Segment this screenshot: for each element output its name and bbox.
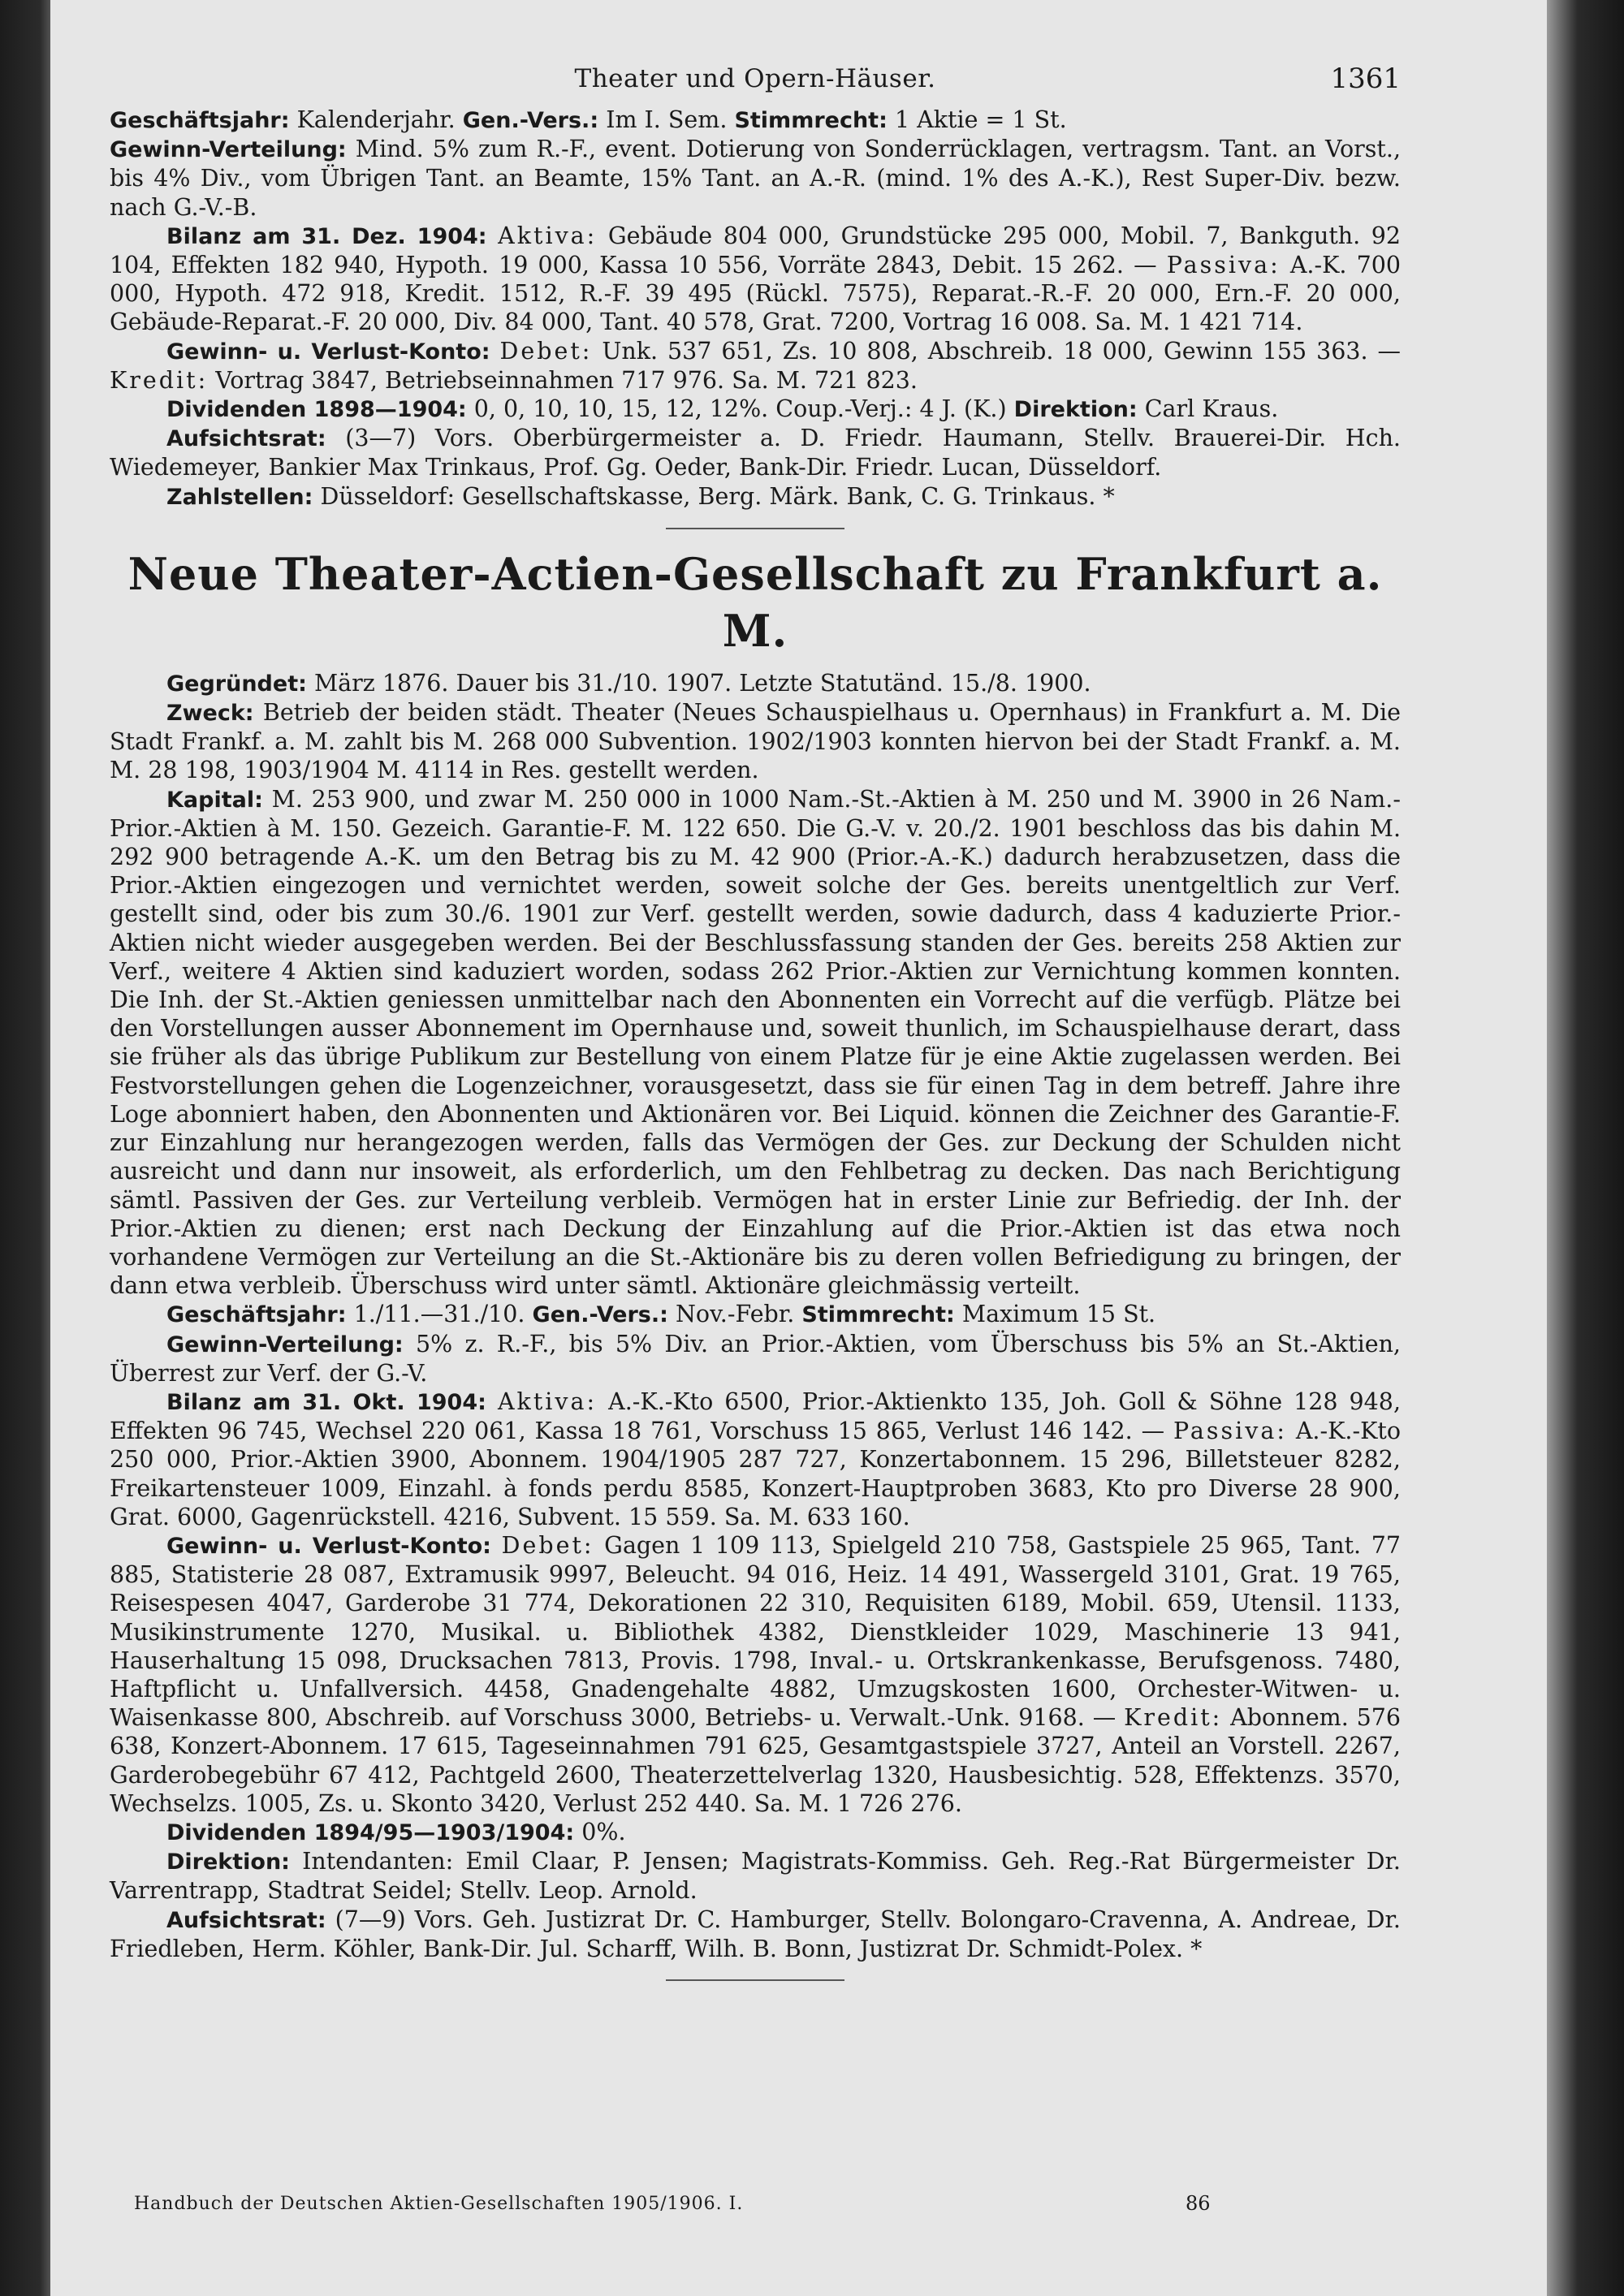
aufsichtsrat-text: (7—9) Vors. Geh. Justizrat Dr. C. Hamburger, Stellv. Bolongaro-Cravenna, A. Andreae, Dr. Friedleben, Herm. Köhler, Bank-Dir. Jul. Scharff, Wilh. B. Bonn, Justizrat Dr. Schmidt-Polex. * — [110, 1905, 1401, 1962]
genvers-label: Gen.-Vers.: — [532, 1302, 668, 1328]
scan-left-border — [0, 0, 57, 2296]
running-title: Theater und Opern-Häuser. — [574, 64, 936, 93]
kapital — [110, 785, 1401, 1301]
aufsichtsrat-label: Aufsichtsrat: — [166, 1907, 326, 1933]
prev-zahlstellen-label: Zahlstellen: — [166, 484, 313, 510]
stimmrecht-text: Maximum 15 St. — [961, 1301, 1156, 1328]
kredit-label: Kredit: — [1124, 1704, 1223, 1732]
stimmrecht-label: Stimmrecht: — [801, 1302, 955, 1328]
prev-genvers-text: Im I. Sem. — [606, 106, 728, 133]
prev-aufsichtsrat-label: Aufsichtsrat: — [166, 426, 326, 452]
prev-direktion-text: Carl Kraus. — [1144, 395, 1279, 423]
passiva-text: A.-K.-Kto 250 000, Prior.-Aktien 3900, Abonnem. 1904/1905 287 727, Konzertabonnem. 15 296, Billetsteuer 8282, Freikartensteuer 1009, Einzahl. à fonds perdu 8585, Konzert-Hauptproben 3683, Kto pro Diverse 28 900, Grat. 6000, Gagenrückstell. 4216, Subvent. 15 559. Sa. M. 633 160. — [110, 1418, 1401, 1530]
genvers-text: Nov.-Febr. — [675, 1301, 795, 1328]
gewinn-verlust-konto — [110, 1531, 1401, 1818]
company-entry — [110, 546, 1401, 1963]
previous-company-entry — [110, 106, 1401, 511]
prev-guv-label: Gewinn- u. Verlust-Konto: — [166, 339, 490, 365]
prev-aktiva-text: Gebäude 804 000, Grundstücke 295 000, Mobil. 7, Bankguth. 92 104, Effekten 182 940, Hypoth. 19 000, Kassa 10 556, Vorräte 2843, Debit. 15 262. — — [110, 222, 1401, 279]
company-title: Neue Theater-Actien-Gesellschaft zu Frankfurt a. M. — [127, 547, 1383, 657]
prev-zahlstellen — [110, 482, 1401, 511]
bilanz-label: Bilanz am 31. Okt. 1904: — [166, 1389, 486, 1415]
prev-stimmrecht-label: Stimmrecht: — [734, 108, 888, 133]
zweck-label: Zweck: — [166, 701, 254, 727]
debet-label: Debet: — [501, 1531, 594, 1559]
page-content — [110, 49, 1401, 1997]
scan-right-border — [1547, 0, 1624, 2296]
prev-gewinn-verlust-konto — [110, 337, 1401, 395]
gegruendet — [110, 669, 1401, 698]
prev-stimmrecht-text: 1 Aktie = 1 St. — [894, 106, 1067, 133]
geschaeftsjahr-label: Geschäftsjahr: — [166, 1302, 347, 1328]
dividenden-text: 0%. — [581, 1818, 626, 1845]
bilanz — [110, 1388, 1401, 1531]
direktion-text: Intendanten: Emil Claar, P. Jensen; Magistrats-Kommiss. Geh. Reg.-Rat Bürgermeister Dr. Varrentrapp, Stadtrat Seidel; Stellv. Leop. Arnold. — [110, 1848, 1401, 1905]
prev-zahlstellen-text: Düsseldorf: Gesellschaftskasse, Berg. Märk. Bank, C. G. Trinkaus. * — [320, 482, 1115, 510]
direktion — [110, 1847, 1401, 1905]
gewinn-verteilung — [110, 1330, 1401, 1388]
prev-geschaeftsjahr-label: Geschäftsjahr: — [110, 108, 290, 133]
prev-debet-label: Debet: — [499, 337, 593, 365]
prev-aufsichtsrat-text: (3—7) Vors. Oberbürgermeister a. D. Friedr. Haumann, Stellv. Brauerei-Dir. Hch. Wiedemeyer, Bankier Max Trinkaus, Prof. Gg. Oeder, Bank-Dir. Friedr. Lucan, Düsseldorf. — [110, 425, 1401, 481]
aktiva-text: A.-K.-Kto 6500, Prior.-Aktienkto 135, Joh. Goll & Söhne 128 948, Effekten 96 745, Wechsel 220 061, Kassa 18 761, Vorschuss 15 865, Verlust 146 142. — — [110, 1388, 1402, 1445]
section-divider — [666, 528, 844, 529]
end-divider — [666, 1979, 844, 1981]
direktion-label: Direktion: — [166, 1849, 290, 1875]
geschaeftsjahr-line — [110, 1300, 1401, 1329]
kredit-text: Abonnem. 576 638, Konzert-Abonnem. 17 615, Tageseinnahmen 791 625, Gesamtgastspiele 3727, Anteil an Vorstell. 2267, Garderobegebühr 67 412, Pachtgeld 2600, Theaterzettelverlag 1320, Hausbesichtig. 528, Effektenzs. 3570, Wechselzs. 1005, Zs. u. Skonto 3420, Verlust 252 440. Sa. M. 1 726 276. — [110, 1704, 1402, 1817]
prev-debet-text: Unk. 537 651, Zs. 10 808, Abschreib. 18 000, Gewinn 155 363. — — [602, 337, 1402, 365]
prev-gewinn-label: Gewinn-Verteilung: — [110, 137, 347, 163]
prev-dividenden-label: Dividenden 1898—1904: — [166, 397, 467, 423]
debet-text: Gagen 1 109 113, Spielgeld 210 758, Gastspiele 25 965, Tant. 77 885, Statisterie 28 087, Extramusik 9997, Beleucht. 94 016, Heiz. 14 491, Wassergeld 3101, Grat. 19 765, Reisespesen 4047, Garderobe 31 774, Dekorationen 22 310, Requisiten 6189, Mobil. 659, Utensil. 1133, Musikinstrumente 1270, Musikal. u. Bibliothek 4382, Dienstkleider 1029, Maschinerie 13 941, Hauserhaltung 15 098, Drucksachen 7813, Provis. 1798, Inval.- u. Ortskrankenkasse, Berufsgenoss. 7480, Haftpflicht u. Unfallversich. 4458, Gnadengehalte 4882, Umzugskosten 1600, Orchester-Witwen- u. Waisenkasse 800, Abschreib. auf Vorschuss 3000, Betriebs- u. Verwalt.-Unk. 9168. — — [110, 1531, 1402, 1732]
gewinn-text: 5% z. R.-F., bis 5% Div. an Prior.-Aktien, vom Überschuss bis 5% an St.-Aktien, Überrest zur Verf. der G.-V. — [110, 1330, 1401, 1387]
prev-passiva-text: A.-K. 700 000, Hypoth. 472 918, Kredit. 1512, R.-F. 39 495 (Rückl. 7575), Reparat.-R.-F. 20 000, Ern.-F. 20 000, Gebäude-Reparat.-F. 20 000, Div. 84 000, Tant. 40 578, Grat. 7200, Vortrag 16 008. Sa. M. 1 421 714. — [110, 252, 1402, 336]
prev-passiva-label: Passiva: — [1166, 252, 1281, 279]
page-footer-signature: 86 — [1186, 2192, 1211, 2215]
passiva-label: Passiva: — [1173, 1418, 1287, 1445]
prev-geschaeftsjahr-line — [110, 106, 1401, 135]
running-head — [110, 49, 1401, 106]
prev-gewinn-text: Mind. 5% zum R.-F., event. Dotierung von Sonderrücklagen, vertragsm. Tant. an Vorst., bis 4% Div., vom Übrigen Tant. an Beamte, 15% Tant. an A.-R. (mind. 1% des A.-K.), Rest Super-Div. bezw. nach G.-V.-B. — [110, 136, 1402, 221]
dividenden — [110, 1818, 1401, 1847]
gegruendet-label: Gegründet: — [166, 671, 307, 697]
prev-aktiva-label: Aktiva: — [498, 222, 598, 249]
kapital-label: Kapital: — [166, 787, 263, 813]
prev-aufsichtsrat — [110, 424, 1401, 481]
geschaeftsjahr-text: 1./11.—31./10. — [353, 1301, 525, 1328]
aufsichtsrat — [110, 1905, 1401, 1963]
prev-kredit-label: Kredit: — [110, 366, 209, 394]
prev-kredit-text: Vortrag 3847, Betriebseinnahmen 717 976. Sa. M. 721 823. — [215, 366, 918, 394]
prev-bilanz — [110, 222, 1401, 337]
gegruendet-text: März 1876. Dauer bis 31./10. 1907. Letzte Statutänd. 15./8. 1900. — [313, 669, 1091, 697]
aktiva-label: Aktiva: — [497, 1388, 598, 1415]
page-number: 1361 — [1330, 63, 1401, 95]
page-footer-source: Handbuch der Deutschen Aktien-Gesellschaften 1905/1906. I. — [134, 2194, 744, 2214]
zweck-text: Betrieb der beiden städt. Theater (Neues Schauspielhaus u. Opernhaus) in Frankfurt a. M. Die Stadt Frankf. a. M. zahlt bis M. 268 000 Subvention. 1902/1903 konnten hiervon bei der Stadt Frankf. a. M. M. 28 198, 1903/1904 M. 4114 in Res. gestellt werden. — [110, 699, 1402, 784]
prev-direktion-label: Direktion: — [1013, 397, 1138, 423]
dividenden-label: Dividenden 1894/95—1903/1904: — [166, 1819, 575, 1845]
guv-label: Gewinn- u. Verlust-Konto: — [166, 1533, 491, 1559]
gewinn-label: Gewinn-Verteilung: — [166, 1331, 404, 1357]
prev-bilanz-label: Bilanz am 31. Dez. 1904: — [166, 223, 487, 249]
prev-gewinn-verteilung — [110, 135, 1401, 222]
prev-dividenden-direktion — [110, 395, 1401, 424]
kapital-text: M. 253 900, und zwar M. 250 000 in 1000 Nam.-St.-Aktien à M. 250 und M. 3900 in 26 Nam.-Prior.-Aktien à M. 150. Gezeich. Garantie-F. M. 122 650. Die G.-V. v. 20./2. 1901 beschloss das bis dahin M. 292 900 betragende A.-K. um den Betrag bis zu M. 42 900 (Prior.-A.-K.) dadurch herabzusetzen, dass die Prior.-Aktien eingezogen und vernichtet werden, soweit solche der Ges. bereits unentgeltlich zur Verf. gestellt sind, oder bis zum 30./6. 1901 zur Verf. gestellt werden, sowie dadurch, dass 4 kaduzierte Prior.-Aktien nicht wieder ausgegeben werden. Bei der Beschlussfassung standen der Ges. bereits 258 Aktien zur Verf., weitere 4 Aktien sind kaduziert worden, sodass 262 Prior.-Aktien zur Vernichtung kommen konnten. Die Inh. der St.-Aktien geniessen unmittelbar nach den Abonnenten ein Vorrecht auf die verfügb. Plätze bei den Vorstellungen ausser Abonnement im Opernhause und, soweit thunlich, im Schauspielhause derart, dass sie früher als das übrige Publikum zur Bestellung von einem Platze für je eine Aktie zugelassen werden. Bei Festvorstellungen gehen die Logenzeichner, vorausgesetzt, dass sie für einen Tag in dem betreff. Jahre ihre Loge abonniert haben, den Abonnenten und Aktionären vor. Bei Liquid. können die Zeichner des Garantie-F. zur Einzahlung nur herangezogen werden, falls das Vermögen der Ges. zur Deckung der Schulden nicht ausreicht und dann nur insoweit, als erforderlich, um den Fehlbetrag zu decken. Das nach Berichtigung sämtl. Passiven der Ges. zur Verteilung verbleib. Vermögen hat in erster Linie zur Befriedig. der Inh. der Prior.-Aktien zu dienen; erst nach Deckung der Einzahlung auf die Prior.-Aktien ist das etwa noch vorhandene Vermögen zur Verteilung an die St.-Aktionäre bis zu deren vollen Befriedigung zu bringen, der dann etwa verbleib. Überschuss wird unter sämtl. Aktionäre gleichmässig verteilt. — [110, 785, 1401, 1300]
prev-genvers-label: Gen.-Vers.: — [462, 108, 599, 133]
prev-geschaeftsjahr-text: Kalenderjahr. — [296, 106, 456, 133]
prev-dividenden-text: 0, 0, 10, 10, 15, 12, 12%. Coup.-Verj.: 4 J. (K.) — [473, 395, 1007, 423]
zweck — [110, 698, 1401, 785]
